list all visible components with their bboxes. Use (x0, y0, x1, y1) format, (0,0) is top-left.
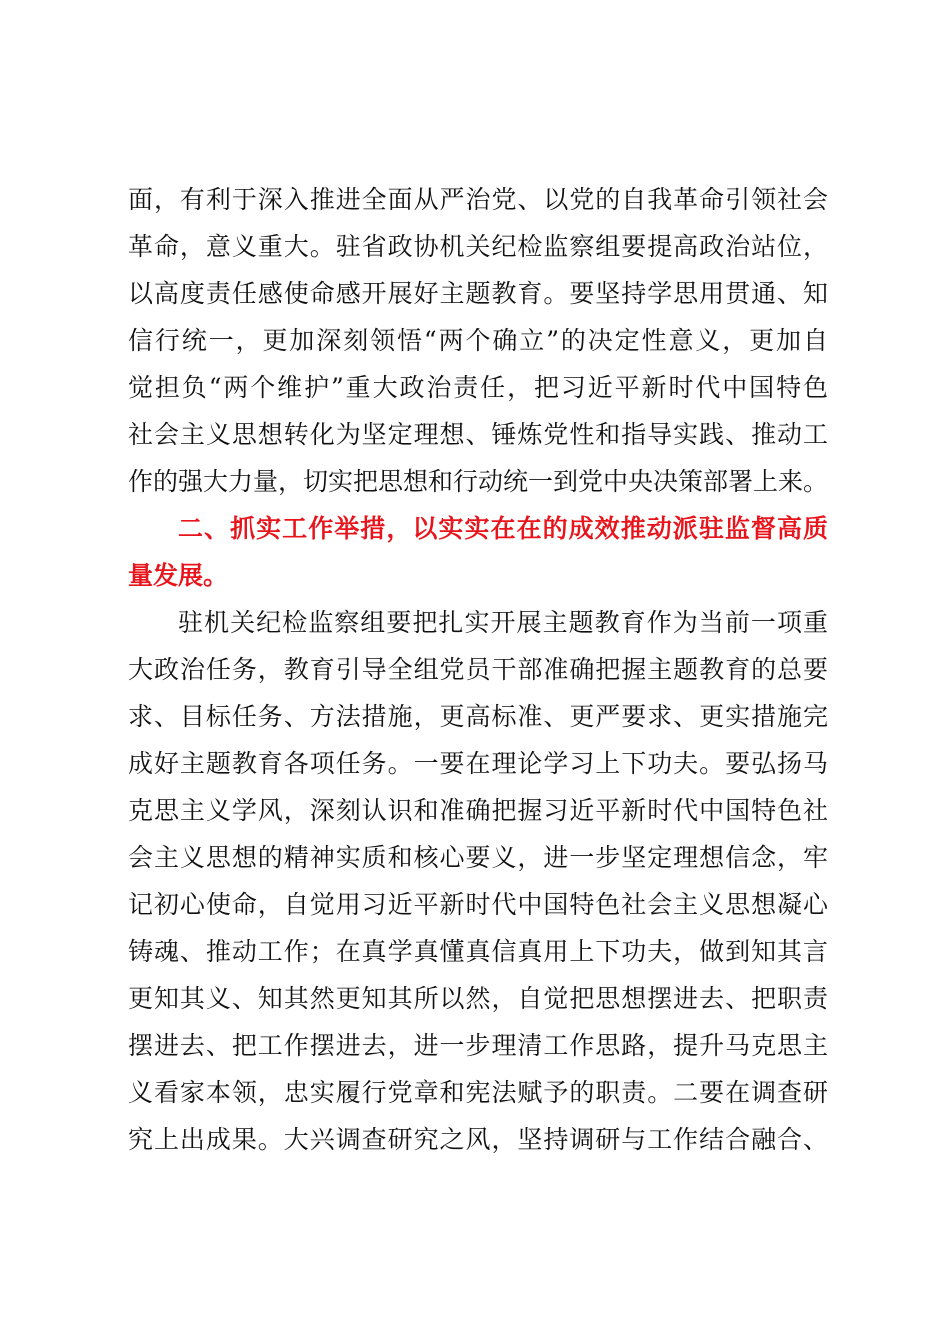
text-line: 义看家本领，忠实履行党章和宪法赋予的职责。二要在调查研 (128, 1078, 828, 1107)
text-line: 究上出成果。大兴调查研究之风，坚持调研与工作结合融合、 (128, 1125, 828, 1154)
text-line: 摆进去、把工作摆进去，进一步理清工作思路，提升马克思主 (128, 1031, 828, 1060)
text-line: 以高度责任感使命感开展好主题教育。要坚持学思用贯通、知 (128, 279, 828, 308)
text-line: 社会主义思想转化为坚定理想、锤炼党性和指导实践、推动工 (128, 420, 828, 449)
text-line: 驻机关纪检监察组要把扎实开展主题教育作为当前一项重 (178, 608, 828, 637)
text-line: 大政治任务，教育引导全组党员干部准确把握主题教育的总要 (128, 655, 828, 684)
text-line: 革命，意义重大。驻省政协机关纪检监察组要提高政治站位， (128, 232, 828, 261)
text-line: 克思主义学风，深刻认识和准确把握习近平新时代中国特色社 (128, 796, 828, 825)
text-line: 信行统一，更加深刻领悟“两个确立”的决定性意义，更加自 (128, 326, 828, 355)
section-heading: 二、抓实工作举措，以实实在在的成效推动派驻监督高质 (178, 514, 828, 543)
text-line: 铸魂、推动工作；在真学真懂真信真用上下功夫，做到知其言 (128, 937, 828, 966)
text-line: 更知其义、知其然更知其所以然，自觉把思想摆进去、把职责 (128, 984, 828, 1013)
section-heading: 量发展。 (128, 561, 229, 590)
text-line: 面，有利于深入推进全面从严治党、以党的自我革命引领社会 (128, 185, 828, 214)
text-line: 成好主题教育各项任务。一要在理论学习上下功夫。要弘扬马 (128, 749, 828, 778)
text-line: 会主义思想的精神实质和核心要义，进一步坚定理想信念，牢 (128, 843, 828, 872)
text-line: 觉担负“两个维护”重大政治责任，把习近平新时代中国特色 (128, 373, 828, 402)
text-line: 求、目标任务、方法措施，更高标准、更严要求、更实措施完 (128, 702, 828, 731)
text-line: 作的强大力量，切实把思想和行动统一到党中央决策部署上来。 (128, 467, 829, 496)
text-line: 记初心使命，自觉用习近平新时代中国特色社会主义思想凝心 (128, 890, 828, 919)
